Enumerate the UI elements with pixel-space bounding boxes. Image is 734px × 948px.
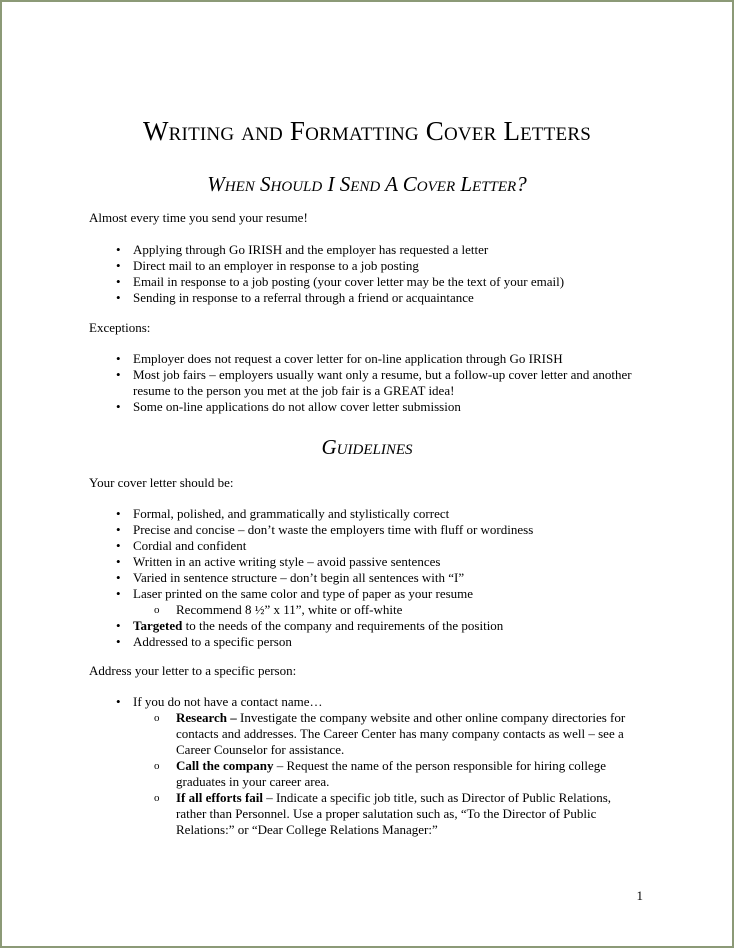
sub-list-text: – Indicate a specific job title, such as Director of Public Relations, rather than Personnel. Use a proper salutation such as, “To the Director of Public Relations:” or “Dear College Relations Manager:” [176, 790, 612, 837]
list-item: • Most job fairs – employers usually want only a resume, but a follow-up cover letter and another resume to the person you met at the job fair is a GREAT idea! [115, 367, 640, 399]
list-item [115, 694, 635, 838]
guidelines-list [115, 506, 655, 650]
address-intro: Address your letter to a specific person: [89, 663, 297, 678]
sub-list-item [133, 710, 635, 758]
exceptions-list [115, 351, 640, 415]
list-item: • Precise and concise – don’t waste the employers time with fluff or wordiness [115, 522, 655, 538]
list-item [115, 618, 655, 634]
intro-paragraph: Almost every time you send your resume! [89, 210, 308, 225]
contact-list [115, 694, 635, 838]
list-item: • Written in an active writing style – avoid passive sentences [115, 554, 655, 570]
list-item: • Some on-line applications do not allow cover letter submission [115, 399, 640, 415]
guidelines-intro: Your cover letter should be: [89, 475, 234, 490]
exceptions-label: Exceptions: [89, 320, 151, 335]
document-title: Writing and Formatting Cover Letters [142, 116, 591, 146]
list-item: • Sending in response to a referral through a friend or acquaintance [115, 290, 655, 306]
sub-list-item [133, 790, 635, 838]
sub-list-text: – Request the name of the person responsible for hiring college graduates in your career area. [176, 758, 606, 789]
section-heading-when: When Should I Send A Cover Letter? [207, 172, 527, 196]
list-item: • Cordial and confident [115, 538, 655, 554]
sub-list-item: o Recommend 8 ½” x 11”, white or off-white [133, 602, 655, 618]
sub-list [133, 710, 635, 838]
list-item: • Employer does not request a cover letter for on-line application through Go IRISH [115, 351, 640, 367]
sub-list [133, 602, 655, 618]
list-item: • Varied in sentence structure – don’t begin all sentences with “I” [115, 570, 655, 586]
list-item-text: If you do not have a contact name… [133, 694, 323, 709]
bold-term: Research – [176, 710, 237, 725]
list-item: • Formal, polished, and grammatically and stylistically correct [115, 506, 655, 522]
bold-term: If all efforts fail [176, 790, 264, 805]
bold-term: Call the company [176, 758, 274, 773]
list-item: • Addressed to a specific person [115, 634, 655, 650]
bold-term: Targeted [133, 618, 183, 633]
list-item: • Email in response to a job posting (your cover letter may be the text of your email) [115, 274, 655, 290]
sub-list-item [133, 758, 635, 790]
sub-list-text: Investigate the company website and other online company directories for contacts and addresses. The Career Center has many company contacts as well – see a Career Counselor for assistance. [176, 710, 626, 757]
page-number: 1 [636, 888, 643, 903]
list-item [115, 586, 655, 618]
list-item: • Direct mail to an employer in response to a job posting [115, 258, 655, 274]
when-list [115, 242, 655, 306]
list-item-text: Laser printed on the same color and type of paper as your resume [133, 586, 474, 601]
list-item-text: to the needs of the company and requirements of the position [182, 618, 504, 633]
list-item: • Applying through Go IRISH and the employer has requested a letter [115, 242, 655, 258]
section-heading-guidelines: Guidelines [321, 435, 413, 459]
